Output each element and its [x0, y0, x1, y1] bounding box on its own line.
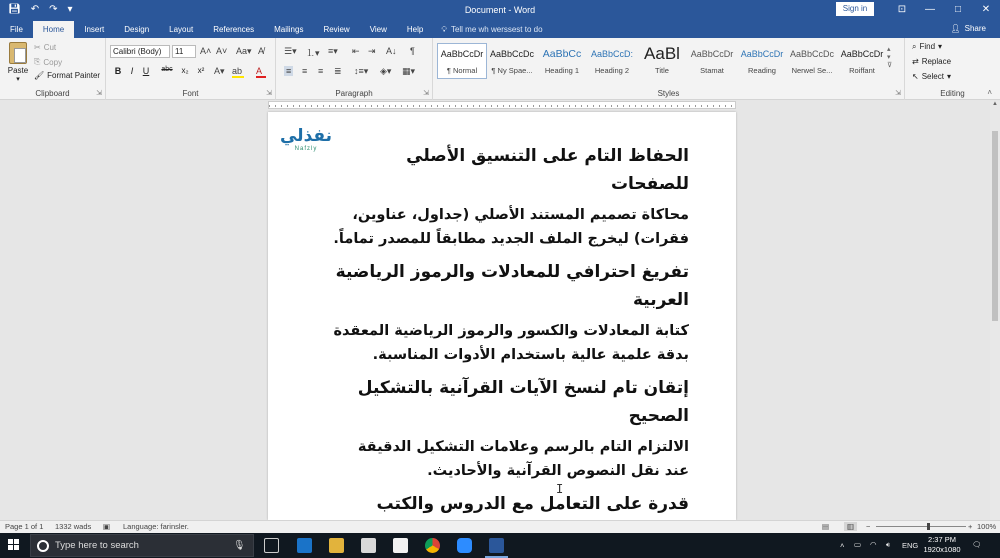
change-case-icon[interactable]: Aa▾	[236, 46, 252, 56]
style-sample: AaBbCcDr	[690, 49, 734, 59]
style-sample: AaBbCcDr	[440, 49, 484, 59]
sign-in-button[interactable]: Sign in	[836, 2, 874, 16]
network-icon[interactable]: ▭	[854, 540, 862, 549]
styles-launcher-icon[interactable]: ⇲	[895, 90, 901, 97]
document-body[interactable]	[329, 142, 689, 553]
font-group-label: Font	[182, 89, 199, 98]
maximize-button[interactable]: □	[954, 4, 962, 15]
align-left-icon[interactable]: ≡	[286, 66, 292, 76]
numbering-icon[interactable]: ⒈▾	[306, 48, 320, 58]
clear-formatting-icon[interactable]: A̸	[258, 46, 265, 56]
lightbulb-icon: 💡︎	[441, 25, 447, 34]
tab-help[interactable]: Help	[406, 25, 424, 34]
paste-button[interactable]	[6, 42, 30, 83]
multilevel-list-icon[interactable]: ≡▾	[328, 46, 338, 56]
share-label: Share	[964, 24, 986, 33]
show-formatting-marks-icon[interactable]: ¶	[410, 46, 415, 56]
notifications-icon[interactable]: 🗨︎	[972, 540, 982, 549]
style-reading[interactable]	[737, 43, 787, 79]
tab-insert[interactable]: Insert	[84, 25, 105, 34]
window-title: Document - Word	[464, 4, 536, 15]
replace-icon: ⇄	[912, 57, 919, 66]
increase-indent-icon[interactable]: ⇥	[368, 46, 376, 56]
grow-font-icon[interactable]: A˄	[200, 46, 212, 56]
window-controls	[888, 0, 1000, 19]
tell-me-text: Tell me wh werssest to do	[450, 25, 543, 34]
scrollbar-thumb[interactable]	[992, 131, 998, 321]
select-label: Select	[921, 72, 944, 81]
superscript-button[interactable]: x²	[197, 66, 205, 75]
subscript-button[interactable]: x₂	[181, 66, 189, 75]
clipboard-group	[0, 38, 106, 100]
styles-scroll[interactable]	[887, 43, 897, 79]
replace-button[interactable]	[912, 57, 951, 66]
styles-group-label: Styles	[657, 89, 680, 98]
shading-icon[interactable]: ◈▾	[380, 66, 392, 76]
chevron-down-icon: ▾	[946, 72, 951, 81]
ribbon-display-options-icon[interactable]: ⊡	[897, 4, 907, 15]
style-normal[interactable]	[437, 43, 487, 79]
justify-icon[interactable]: ≣	[334, 66, 342, 76]
find-label: Find	[919, 42, 936, 51]
save-icon[interactable]: 💾︎	[8, 4, 21, 15]
word-count[interactable]: 1332 wads	[55, 522, 92, 531]
tab-file[interactable]: File	[10, 25, 23, 34]
logo-english-text: Nafzly	[294, 146, 318, 152]
tell-me-box[interactable]	[441, 21, 542, 38]
style-name: Roiffant	[849, 66, 875, 75]
clipboard-group-label: Clipboard	[35, 89, 70, 98]
style-nerwel[interactable]	[787, 43, 837, 79]
styles-gallery	[437, 43, 897, 79]
zoom-slider-knob[interactable]	[927, 523, 930, 530]
select-button[interactable]	[912, 72, 951, 81]
microphone-icon[interactable]: 🎙︎	[232, 540, 245, 551]
tab-mailings[interactable]: Mailings	[274, 25, 304, 34]
close-button[interactable]: ✕	[981, 4, 991, 15]
clock-time: 2:37 PM	[928, 535, 956, 544]
find-button[interactable]	[912, 42, 942, 52]
style-name: Nerwel Se...	[791, 66, 833, 75]
highlight-color-icon[interactable]: ab	[232, 66, 243, 76]
task-view-icon[interactable]	[264, 538, 279, 553]
taskbar-clock[interactable]	[920, 535, 964, 555]
ibeam-cursor-icon: I	[556, 482, 564, 496]
paragraph-equations: كتابة المعادلات والكسور والرموز الرياضية المعقدة بدقة علمية عالية باستخدام الأدوات المناسبة.	[333, 323, 689, 363]
zoom-level[interactable]: 100%	[977, 522, 997, 531]
clock-date: 1920x1080	[923, 545, 961, 554]
read-mode-icon[interactable]: ▤	[822, 522, 830, 531]
tab-layout[interactable]: Layout	[169, 25, 194, 34]
word-app-icon[interactable]	[489, 538, 504, 553]
zoom-out-icon[interactable]: −	[866, 522, 871, 531]
page-count[interactable]: Page 1 of 1	[5, 522, 44, 531]
redo-icon[interactable]: ↷	[49, 4, 58, 15]
align-right-icon[interactable]: ≡	[318, 66, 324, 76]
ruler-ticks	[269, 105, 735, 107]
heading-textbooks-text: قدرة على التعامل مع الدروس والكتب	[376, 494, 689, 514]
document-page[interactable]	[268, 112, 736, 520]
tab-review[interactable]: Review	[323, 25, 350, 34]
font-size-select[interactable]: 11	[172, 45, 196, 58]
taskbar-search-box[interactable]	[30, 534, 254, 557]
zoom-slider[interactable]	[876, 526, 966, 527]
copy-button[interactable]	[34, 57, 62, 67]
customize-qat-icon[interactable]: ▾	[67, 4, 73, 15]
undo-icon[interactable]: ↶	[30, 4, 40, 15]
italic-button[interactable]: I	[130, 66, 134, 76]
cut-label: Cut	[43, 43, 57, 52]
text-effects-icon[interactable]: A▾	[214, 66, 225, 76]
scroll-up-icon[interactable]: ▲	[992, 101, 998, 107]
ribbon	[0, 38, 1000, 100]
scissors-icon: ✂	[34, 43, 41, 52]
edge-icon[interactable]	[297, 538, 312, 553]
style-name: Reading	[748, 66, 776, 75]
format-painter-label: Format Painter	[47, 71, 101, 80]
heading-formatting: الحفاظ التام على التنسيق الأصلي للصفحات	[406, 146, 689, 194]
tab-design[interactable]: Design	[124, 25, 150, 34]
bullets-icon[interactable]: ☰▾	[284, 46, 297, 56]
ribbon-tabs	[0, 19, 1000, 38]
line-spacing-icon[interactable]: ↕≡▾	[354, 66, 369, 76]
share-button[interactable]	[950, 21, 986, 36]
heading-quran: إتقان تام لنسخ الآيات القرآنية بالتشكيل الصحيح	[357, 378, 689, 426]
style-sample: AaBbCcDr	[840, 49, 884, 59]
style-sample: AaBbCcDc	[489, 49, 534, 59]
nafzly-logo	[278, 126, 334, 152]
underline-button[interactable]: U	[142, 66, 150, 76]
bold-button[interactable]: B	[114, 66, 122, 76]
style-sample: AaBbCcD:	[590, 49, 634, 59]
windows-start-icon[interactable]	[8, 539, 20, 551]
format-painter-button[interactable]	[34, 71, 100, 80]
font-color-bar	[256, 76, 266, 78]
strikethrough-button[interactable]: abc	[161, 66, 173, 73]
style-name: ¶ Ny Spae...	[491, 66, 533, 75]
tab-home[interactable]: Home	[33, 21, 74, 38]
font-launcher-icon[interactable]: ⇲	[266, 90, 272, 97]
paste-label: Paste	[7, 66, 29, 75]
paste-dropdown-icon: ▾	[16, 76, 20, 83]
horizontal-ruler[interactable]	[268, 101, 736, 109]
style-no-spacing[interactable]	[487, 43, 537, 79]
style-sample: AaBl	[644, 44, 680, 63]
heading-equations: تفريغ احترافي للمعادلات والرموز الرياضية العربية	[335, 262, 689, 310]
wifi-icon[interactable]: ◠	[870, 540, 877, 549]
cursor-icon: ↖	[912, 72, 919, 81]
copy-icon: ⎘	[34, 57, 41, 66]
windows-taskbar	[0, 533, 1000, 558]
style-heading-1[interactable]	[537, 43, 587, 79]
zoom-app-icon[interactable]	[457, 538, 472, 553]
logo-arabic-text: نفذلي	[279, 126, 333, 146]
highlight-color-bar	[232, 76, 244, 78]
chevron-up-icon[interactable]: ▴	[887, 46, 891, 53]
quick-access-toolbar	[0, 4, 73, 15]
style-name: ¶ Normal	[446, 66, 478, 75]
style-sample: AaBbCcDr	[740, 49, 784, 59]
tray-chevron-up-icon[interactable]: ˄	[840, 541, 845, 550]
font-group	[106, 38, 276, 100]
status-bar	[0, 520, 1000, 533]
print-layout-icon[interactable]: ▥	[844, 522, 857, 531]
store-icon[interactable]	[361, 538, 376, 553]
input-language[interactable]: ENG	[902, 541, 919, 550]
chevron-down-icon: ▾	[938, 42, 943, 51]
font-name-select[interactable]: Calibri (Body)	[110, 45, 170, 58]
style-name: Heading 2	[594, 66, 630, 75]
title-bar	[0, 0, 1000, 19]
borders-icon[interactable]: ▦▾	[402, 66, 416, 76]
vertical-scrollbar[interactable]	[990, 101, 1000, 520]
style-sample: AaBbCc	[542, 48, 582, 60]
align-center-icon[interactable]: ≡	[302, 66, 308, 76]
style-name: Stamat	[700, 66, 724, 75]
font-color-icon[interactable]: A	[256, 66, 266, 78]
clipboard-launcher-icon[interactable]: ⇲	[96, 90, 102, 97]
paragraph-formatting: محاكاة تصميم المستند الأصلي (جداول، عناوين، فقرات) ليخرج الملف الجديد مطابقاً للمصدر تماماً.	[333, 207, 689, 247]
cortana-icon	[37, 540, 49, 552]
style-name: Heading 1	[544, 66, 580, 75]
replace-label: Replace	[921, 57, 952, 66]
paragraph-launcher-icon[interactable]: ⇲	[423, 90, 429, 97]
style-heading-2[interactable]	[587, 43, 637, 79]
more-styles-icon[interactable]: ⊽	[887, 62, 893, 69]
paragraph-group	[276, 38, 433, 100]
tab-references[interactable]: References	[213, 25, 255, 34]
shrink-font-icon[interactable]: A˅	[216, 46, 228, 56]
file-explorer-icon[interactable]	[329, 538, 344, 553]
style-subtitle[interactable]	[687, 43, 737, 79]
person-icon: 👤︎	[950, 24, 961, 33]
taskbar-search-placeholder: Type here to search	[55, 540, 139, 551]
editing-group-label: Editing	[940, 89, 965, 98]
sort-icon[interactable]: A↓	[386, 46, 397, 56]
clipboard-icon	[9, 42, 27, 64]
proofing-icon[interactable]: ▣	[103, 522, 111, 531]
chrome-icon[interactable]	[425, 538, 440, 553]
cut-button[interactable]	[34, 43, 56, 52]
zoom-in-icon[interactable]: +	[968, 522, 973, 531]
style-sample: AaBbCcDc	[789, 49, 834, 59]
language-indicator[interactable]: Language: farinsler.	[123, 522, 189, 531]
style-title[interactable]	[637, 43, 687, 79]
copy-label: Copy	[43, 57, 63, 67]
style-roiffant[interactable]	[837, 43, 887, 79]
collapse-ribbon-icon[interactable]: ˄	[987, 88, 992, 97]
paragraph-group-label: Paragraph	[335, 89, 373, 98]
search-icon: ⌕	[912, 42, 917, 51]
style-name: Title	[655, 66, 669, 75]
paragraph-quran: الالتزام التام بالرسم وعلامات التشكيل الدقيقة عند نقل النصوص القرآنية والأحاديث.	[357, 439, 689, 479]
mail-icon[interactable]	[393, 538, 408, 553]
tab-view[interactable]: View	[369, 25, 387, 34]
decrease-indent-icon[interactable]: ⇤	[352, 46, 360, 56]
paintbrush-icon: 🖌︎	[34, 71, 45, 80]
minimize-button[interactable]: —	[925, 4, 935, 15]
volume-icon[interactable]: 🔉︎	[886, 540, 891, 549]
chevron-down-icon[interactable]: ▾	[887, 54, 891, 61]
